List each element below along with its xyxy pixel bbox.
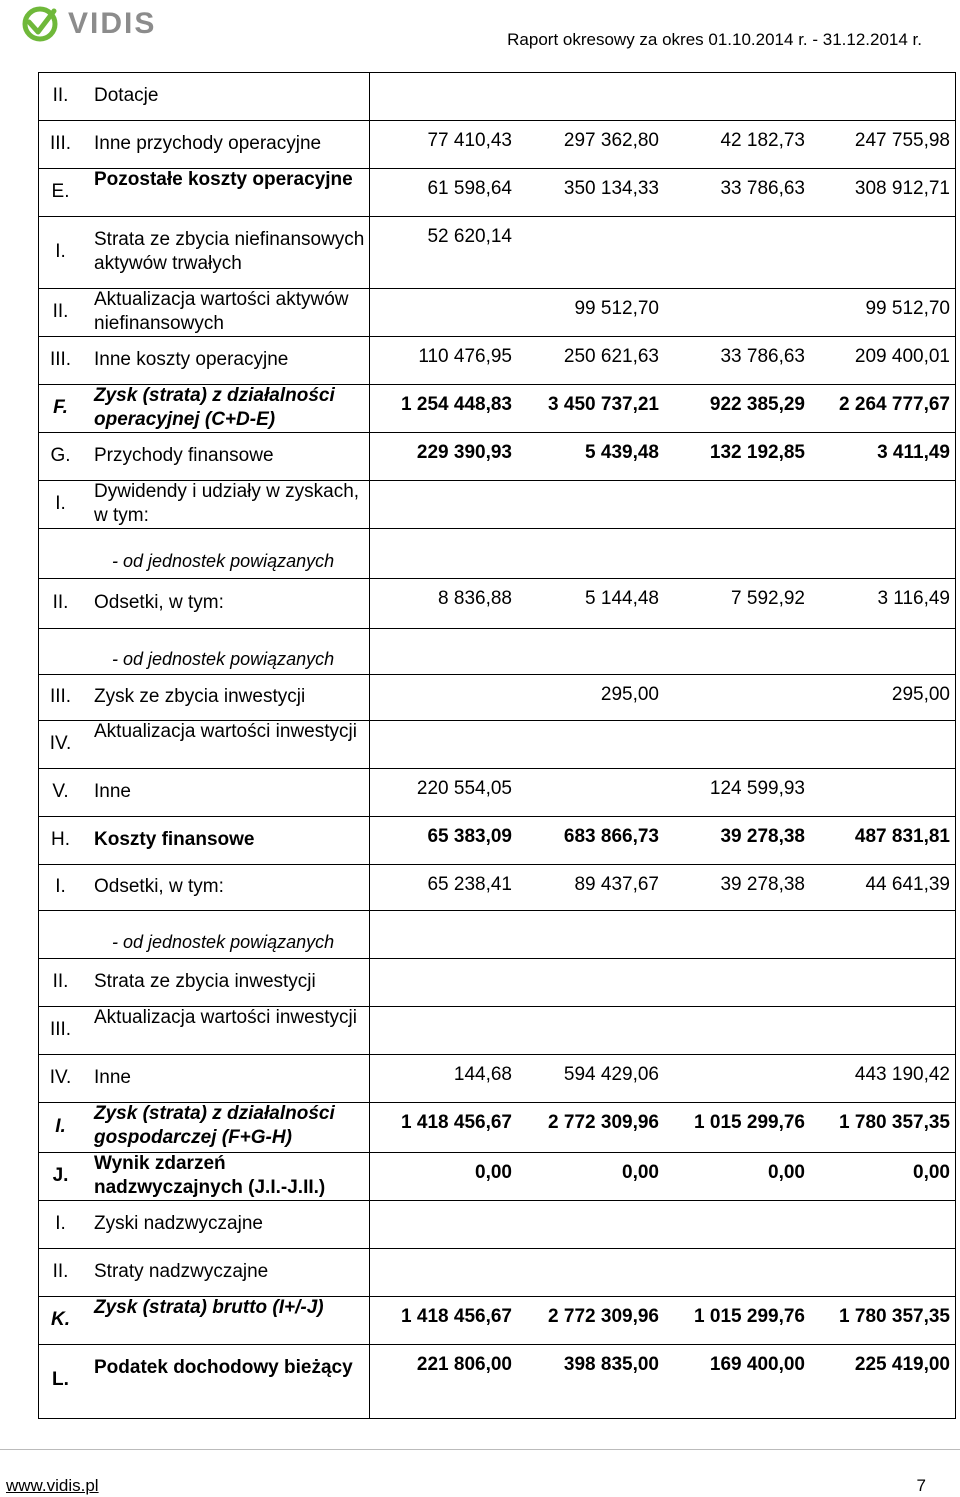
table-row xyxy=(38,768,956,816)
row-number: III. xyxy=(49,133,72,154)
table-row xyxy=(38,1248,956,1296)
row-label: - od jednostek powiązanych xyxy=(112,649,335,669)
row-divider xyxy=(38,432,956,433)
row-number: II. xyxy=(52,85,69,106)
value-cell: 2 264 777,67 xyxy=(839,394,950,415)
value-cell: 144,68 xyxy=(453,1064,512,1085)
value-cell: 3 116,49 xyxy=(877,588,950,609)
value-cell: 229 390,93 xyxy=(416,442,512,463)
row-divider xyxy=(38,768,956,769)
row-divider xyxy=(38,336,956,337)
table-row xyxy=(38,1344,956,1416)
value-cell: 44 641,39 xyxy=(865,874,950,895)
table-row xyxy=(38,336,956,384)
row-label: Straty nadzwyczajne xyxy=(94,1261,269,1282)
value-cell: 0,00 xyxy=(913,1162,950,1183)
row-label: Inne przychody operacyjne xyxy=(94,133,322,154)
value-cell: 2 772 309,96 xyxy=(548,1306,659,1327)
value-cell: 124 599,93 xyxy=(709,778,805,799)
report-title: Raport okresowy za okres 01.10.2014 r. - 31.12.2014 r. xyxy=(507,30,922,49)
value-cell: 0,00 xyxy=(622,1162,659,1183)
row-divider xyxy=(38,910,956,911)
table-row xyxy=(38,1054,956,1102)
row-number: II. xyxy=(52,971,69,992)
row-number: I. xyxy=(55,1213,66,1234)
table-row xyxy=(38,578,956,628)
row-label: Koszty finansowe xyxy=(94,829,255,850)
table-row xyxy=(38,910,956,958)
value-cell: 61 598,64 xyxy=(427,178,512,199)
value-cell: 922 385,29 xyxy=(709,394,805,415)
row-number: III. xyxy=(49,1019,72,1040)
value-cell: 33 786,63 xyxy=(720,178,805,199)
value-cell: 1 254 448,83 xyxy=(401,394,512,415)
page-number: 7 xyxy=(916,1476,926,1495)
value-cell: 594 429,06 xyxy=(563,1064,659,1085)
value-cell: 65 383,09 xyxy=(427,826,512,847)
row-number: V. xyxy=(52,781,69,802)
row-label: Zysk (strata) brutto (I+/-J) xyxy=(94,1297,324,1318)
value-cell: 1 418 456,67 xyxy=(401,1112,512,1133)
row-divider xyxy=(38,958,956,959)
value-cell: 0,00 xyxy=(475,1162,512,1183)
value-cell: 295,00 xyxy=(891,684,950,705)
value-cell: 5 439,48 xyxy=(585,442,659,463)
row-divider xyxy=(38,864,956,865)
row-divider xyxy=(38,816,956,817)
value-cell: 209 400,01 xyxy=(854,346,950,367)
value-cell: 3 450 737,21 xyxy=(548,394,659,415)
table-row xyxy=(38,288,956,336)
row-label: Wynik zdarzeń nadzwyczajnych (J.I.-J.II.) xyxy=(94,1153,326,1198)
row-label: Aktualizacja wartości inwestycji xyxy=(94,721,357,742)
row-number: IV. xyxy=(49,733,72,754)
row-divider xyxy=(38,628,956,629)
table-row xyxy=(38,480,956,528)
table-row xyxy=(38,384,956,432)
row-divider xyxy=(38,1248,956,1249)
value-cell: 1 015 299,76 xyxy=(694,1112,805,1133)
value-cell: 683 866,73 xyxy=(563,826,659,847)
table-row xyxy=(38,72,956,120)
row-label: Zysk (strata) z działalności gospodarczej (F+G-H) xyxy=(94,1103,335,1148)
value-cell: 5 144,48 xyxy=(585,588,659,609)
row-label: Zysk (strata) z działalności operacyjnej (C+D-E) xyxy=(94,385,335,430)
table-row xyxy=(38,120,956,168)
row-divider xyxy=(38,1344,956,1345)
value-cell: 308 912,71 xyxy=(854,178,950,199)
row-number: I. xyxy=(55,493,66,514)
row-number: E. xyxy=(51,181,70,202)
row-divider xyxy=(38,578,956,579)
table-row xyxy=(38,432,956,480)
row-label: Strata ze zbycia inwestycji xyxy=(94,971,316,992)
value-cell: 1 780 357,35 xyxy=(839,1112,950,1133)
row-label: Inne koszty operacyjne xyxy=(94,349,289,370)
row-number: II. xyxy=(52,301,69,322)
value-cell: 42 182,73 xyxy=(720,130,805,151)
row-number: K. xyxy=(51,1309,70,1330)
row-label: Przychody finansowe xyxy=(94,445,274,466)
value-cell: 297 362,80 xyxy=(563,130,659,151)
value-cell: 3 411,49 xyxy=(877,442,950,463)
value-cell: 52 620,14 xyxy=(427,226,512,247)
row-divider xyxy=(38,1054,956,1055)
table-gridline xyxy=(38,1418,956,1419)
row-label: - od jednostek powiązanych xyxy=(112,932,335,952)
value-cell: 169 400,00 xyxy=(709,1354,805,1375)
footer-link[interactable]: www.vidis.pl xyxy=(6,1476,99,1495)
row-label: Strata ze zbycia niefinansowych aktywów trwałych xyxy=(94,229,365,274)
table-row xyxy=(38,1152,956,1200)
row-number: L. xyxy=(52,1369,69,1390)
value-cell: 0,00 xyxy=(768,1162,805,1183)
row-number: J. xyxy=(52,1165,69,1186)
value-cell: 89 437,67 xyxy=(574,874,659,895)
row-number: II. xyxy=(52,1261,69,1282)
table-row xyxy=(38,864,956,910)
value-cell: 250 621,63 xyxy=(563,346,659,367)
table-row xyxy=(38,674,956,720)
value-cell: 99 512,70 xyxy=(865,298,950,319)
table-row xyxy=(38,1296,956,1344)
row-label: Podatek dochodowy bieżący xyxy=(94,1357,353,1378)
row-label: Aktualizacja wartości aktywów niefinansowych xyxy=(94,289,349,334)
table-row xyxy=(38,528,956,578)
table-row xyxy=(38,720,956,768)
logo-icon xyxy=(18,6,62,42)
value-cell: 99 512,70 xyxy=(574,298,659,319)
value-cell: 132 192,85 xyxy=(709,442,805,463)
table-row xyxy=(38,216,956,288)
value-cell: 247 755,98 xyxy=(854,130,950,151)
value-cell: 221 806,00 xyxy=(416,1354,512,1375)
table-row xyxy=(38,168,956,216)
row-label: Odsetki, w tym: xyxy=(94,876,224,897)
row-number: H. xyxy=(51,829,70,850)
value-cell: 33 786,63 xyxy=(720,346,805,367)
value-cell: 1 418 456,67 xyxy=(401,1306,512,1327)
value-cell: 2 772 309,96 xyxy=(548,1112,659,1133)
value-cell: 220 554,05 xyxy=(416,778,512,799)
row-divider xyxy=(38,216,956,217)
value-cell: 65 238,41 xyxy=(427,874,512,895)
page-header xyxy=(0,0,960,60)
row-number: G. xyxy=(50,445,71,466)
row-label: Aktualizacja wartości inwestycji xyxy=(94,1007,357,1028)
value-cell: 225 419,00 xyxy=(854,1354,950,1375)
value-cell: 295,00 xyxy=(600,684,659,705)
value-cell: 443 190,42 xyxy=(854,1064,950,1085)
row-number: F. xyxy=(53,397,68,418)
row-label: Odsetki, w tym: xyxy=(94,592,224,613)
row-label: Dywidendy i udziały w zyskach, w tym: xyxy=(94,481,360,526)
table-row xyxy=(38,628,956,674)
financial-table xyxy=(38,72,956,1418)
value-cell: 77 410,43 xyxy=(427,130,512,151)
row-number: I. xyxy=(55,1116,66,1137)
row-label: Dotacje xyxy=(94,85,159,106)
table-row xyxy=(38,1006,956,1054)
table-row xyxy=(38,1102,956,1152)
table-row xyxy=(38,816,956,864)
value-cell: 39 278,38 xyxy=(720,874,805,895)
row-number: III. xyxy=(49,349,72,370)
row-label: - od jednostek powiązanych xyxy=(112,551,335,571)
row-label: Pozostałe koszty operacyjne xyxy=(94,169,353,190)
footer-divider xyxy=(0,1449,960,1450)
row-label: Inne xyxy=(94,781,131,802)
value-cell: 1 015 299,76 xyxy=(694,1306,805,1327)
logo-text: VIDIS xyxy=(68,7,157,40)
row-label: Zysk ze zbycia inwestycji xyxy=(94,686,306,707)
value-cell: 7 592,92 xyxy=(731,588,805,609)
value-cell: 487 831,81 xyxy=(854,826,950,847)
value-cell: 398 835,00 xyxy=(563,1354,659,1375)
row-number: I. xyxy=(55,876,66,897)
row-number: II. xyxy=(52,592,69,613)
row-divider xyxy=(38,120,956,121)
row-number: III. xyxy=(49,686,72,707)
value-cell: 110 476,95 xyxy=(418,346,512,367)
row-label: Inne xyxy=(94,1067,131,1088)
row-divider xyxy=(38,528,956,529)
value-cell: 1 780 357,35 xyxy=(839,1306,950,1327)
row-number: I. xyxy=(55,241,66,262)
row-divider xyxy=(38,1200,956,1201)
row-divider xyxy=(38,674,956,675)
value-cell: 8 836,88 xyxy=(438,588,512,609)
table-row xyxy=(38,958,956,1006)
company-logo xyxy=(18,6,156,42)
value-cell: 39 278,38 xyxy=(720,826,805,847)
row-label: Zyski nadzwyczajne xyxy=(94,1213,263,1234)
value-cell: 350 134,33 xyxy=(563,178,659,199)
row-number: IV. xyxy=(49,1067,72,1088)
table-row xyxy=(38,1200,956,1248)
